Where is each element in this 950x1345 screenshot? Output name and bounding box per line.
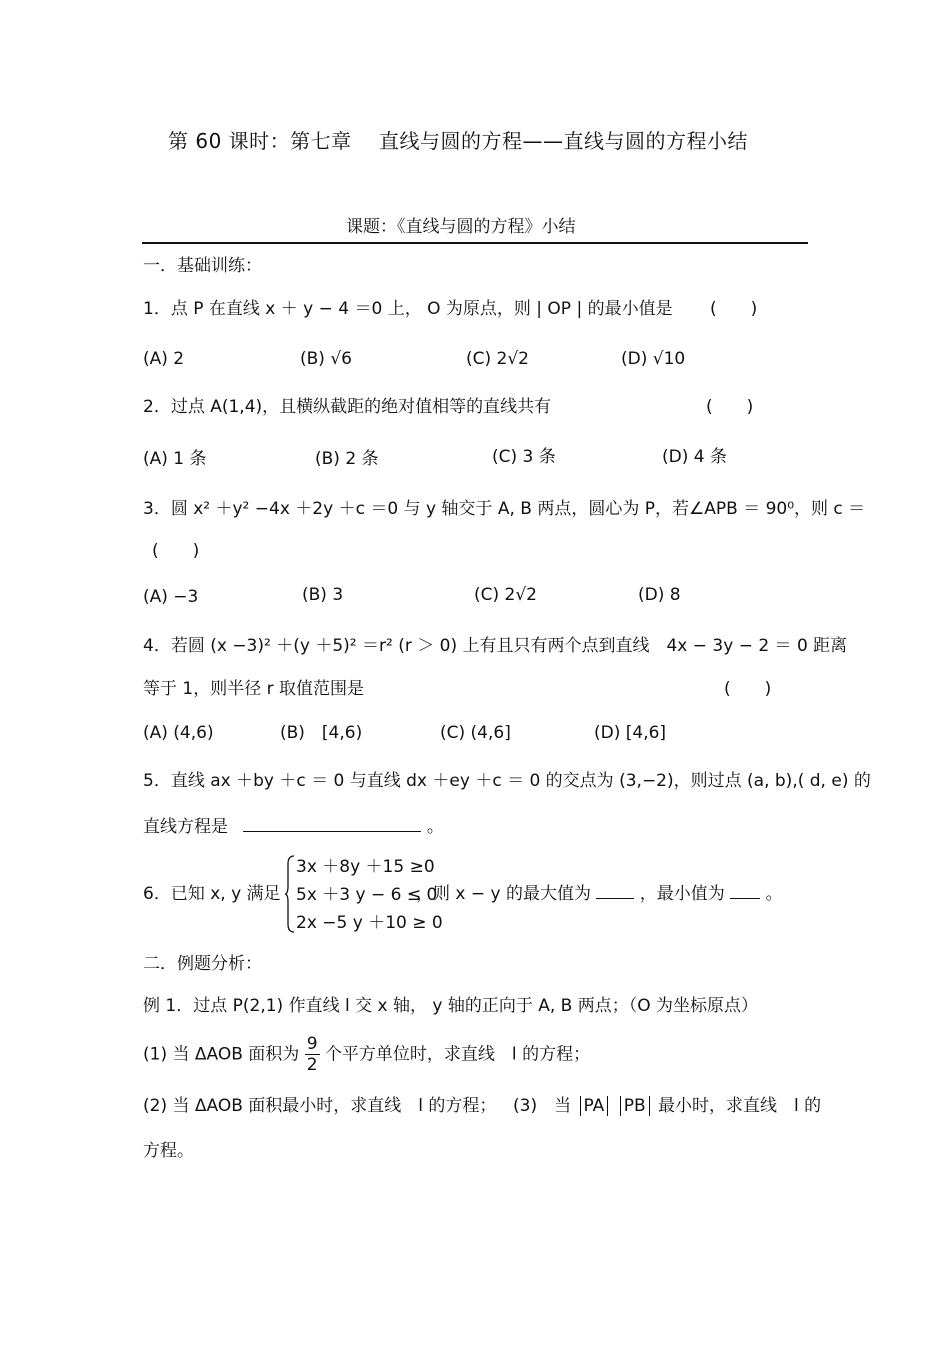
example-1-part-3-end: 方程。 <box>143 1141 194 1161</box>
abs-bar-right-2 <box>649 1096 650 1116</box>
example-1-part-1 <box>143 1034 590 1075</box>
question-4-option-c: (C) (4,6] <box>440 723 511 743</box>
example-1-part-3-prefix: (3) 当 <box>513 1096 572 1116</box>
section-heading-examples: 二．例题分析： <box>143 954 262 974</box>
question-6-max-label: ，则 x − y 的最大值为 <box>416 884 591 904</box>
example-1-part-1-prefix: (1) 当 ΔAOB 面积为 <box>143 1044 300 1065</box>
fraction-numerator: 9 <box>306 1034 318 1054</box>
example-1-part-3-suffix: 最小时，求直线 l 的 <box>658 1096 822 1116</box>
question-1-option-b: (B) √6 <box>300 349 352 369</box>
abs-bar-right-1 <box>607 1096 608 1116</box>
system-inequality-1: 3x ＋8y ＋15 ≥0 <box>296 857 435 877</box>
question-1-answer-paren: ( ) <box>710 299 758 319</box>
question-6-max-blank[interactable] <box>596 884 634 899</box>
question-6-prefix: 6．已知 x, y 满足 <box>143 884 281 904</box>
segment-pa: PA <box>583 1096 605 1116</box>
question-6-min-label: ，最小值为 <box>639 884 725 904</box>
question-5-line2 <box>143 816 444 838</box>
question-5-answer-blank[interactable] <box>243 817 421 832</box>
system-brace-icon <box>284 854 296 934</box>
question-1-option-c: (C) 2√2 <box>466 349 530 369</box>
question-2-option-c: (C) 3 条 <box>492 447 556 467</box>
question-3-answer-paren: ( ) <box>152 541 200 561</box>
question-2-option-a: (A) 1 条 <box>143 449 207 469</box>
question-3-option-b: (B) 3 <box>302 585 344 605</box>
abs-bar-left-1 <box>580 1096 581 1116</box>
example-1-stem: 例 1．过点 P(2,1) 作直线 l 交 x 轴， y 轴的正向于 A, B 两点；（O 为坐标原点） <box>143 996 759 1016</box>
question-5-stem-continued: 直线方程是 <box>143 817 228 837</box>
abs-bar-left-2 <box>620 1096 621 1116</box>
question-5-end-mark: 。 <box>426 817 444 837</box>
question-2-option-d: (D) 4 条 <box>662 447 727 467</box>
example-1-part-1-suffix: 个平方单位时，求直线 l 的方程； <box>324 1044 591 1065</box>
example-1-part-2: (2) 当 ΔAOB 面积最小时，求直线 l 的方程； <box>143 1096 497 1116</box>
system-inequality-3: 2x −5 y ＋10 ≥ 0 <box>296 913 443 933</box>
question-4-option-d: (D) [4,6] <box>594 723 667 743</box>
question-4-stem: 4．若圆 (x −3)² ＋(y ＋5)² ＝r² (r ＞ 0) 上有且只有两个点到直线 4x − 3y − 2 ＝ 0 距离 <box>143 636 848 656</box>
question-3-option-a: (A) −3 <box>143 587 199 607</box>
question-4-stem-continued: 等于 1，则半径 r 取值范围是 <box>143 679 365 699</box>
fraction-denominator: 2 <box>306 1055 318 1075</box>
segment-pb: PB <box>623 1096 646 1116</box>
question-4-option-b: (B) [4,6) <box>280 723 363 743</box>
question-3-option-d: (D) 8 <box>638 585 681 605</box>
question-4-answer-paren: ( ) <box>724 679 772 699</box>
section-heading-basic: 一．基础训练： <box>143 256 262 276</box>
page-title: 第 60 课时：第七章 直线与圆的方程——直线与圆的方程小结 <box>168 129 749 153</box>
question-2-option-b: (B) 2 条 <box>315 449 379 469</box>
question-6-min-blank[interactable] <box>730 884 760 899</box>
title-divider <box>142 242 808 244</box>
question-1-stem: 1．点 P 在直线 x ＋ y − 4 ＝0 上， O 为原点，则 | OP | 的最小值是 <box>143 299 673 319</box>
question-2-stem: 2．过点 A(1,4)，且横纵截距的绝对值相等的直线共有 <box>143 397 552 417</box>
question-1-option-a: (A) 2 <box>143 349 185 369</box>
system-inequality-2: 5x ＋3 y − 6 ≤ 0 <box>296 885 438 905</box>
question-2-answer-paren: ( ) <box>706 397 754 417</box>
question-5-stem: 5．直线 ax ＋by ＋c ＝ 0 与直线 dx ＋ey ＋c ＝ 0 的交点为 (3,−2)，则过点 (a, b),( d, e) 的 <box>143 771 871 791</box>
example-1-part-3 <box>513 1095 821 1117</box>
question-4-option-a: (A) (4,6) <box>143 723 214 743</box>
question-3-option-c: (C) 2√2 <box>474 585 538 605</box>
question-3-stem: 3．圆 x² ＋y² −4x ＋2y ＋c ＝0 与 y 轴交于 A, B 两点，圆心为 P，若∠APB ＝ 90⁰，则 c ＝ <box>143 499 866 519</box>
lesson-subtitle: 课题：《直线与圆的方程》小结 <box>346 217 576 237</box>
fraction-nine-halves <box>305 1034 320 1075</box>
question-1-option-d: (D) √10 <box>621 349 686 369</box>
question-6-end-mark: 。 <box>765 884 783 904</box>
question-6-line <box>416 883 783 905</box>
